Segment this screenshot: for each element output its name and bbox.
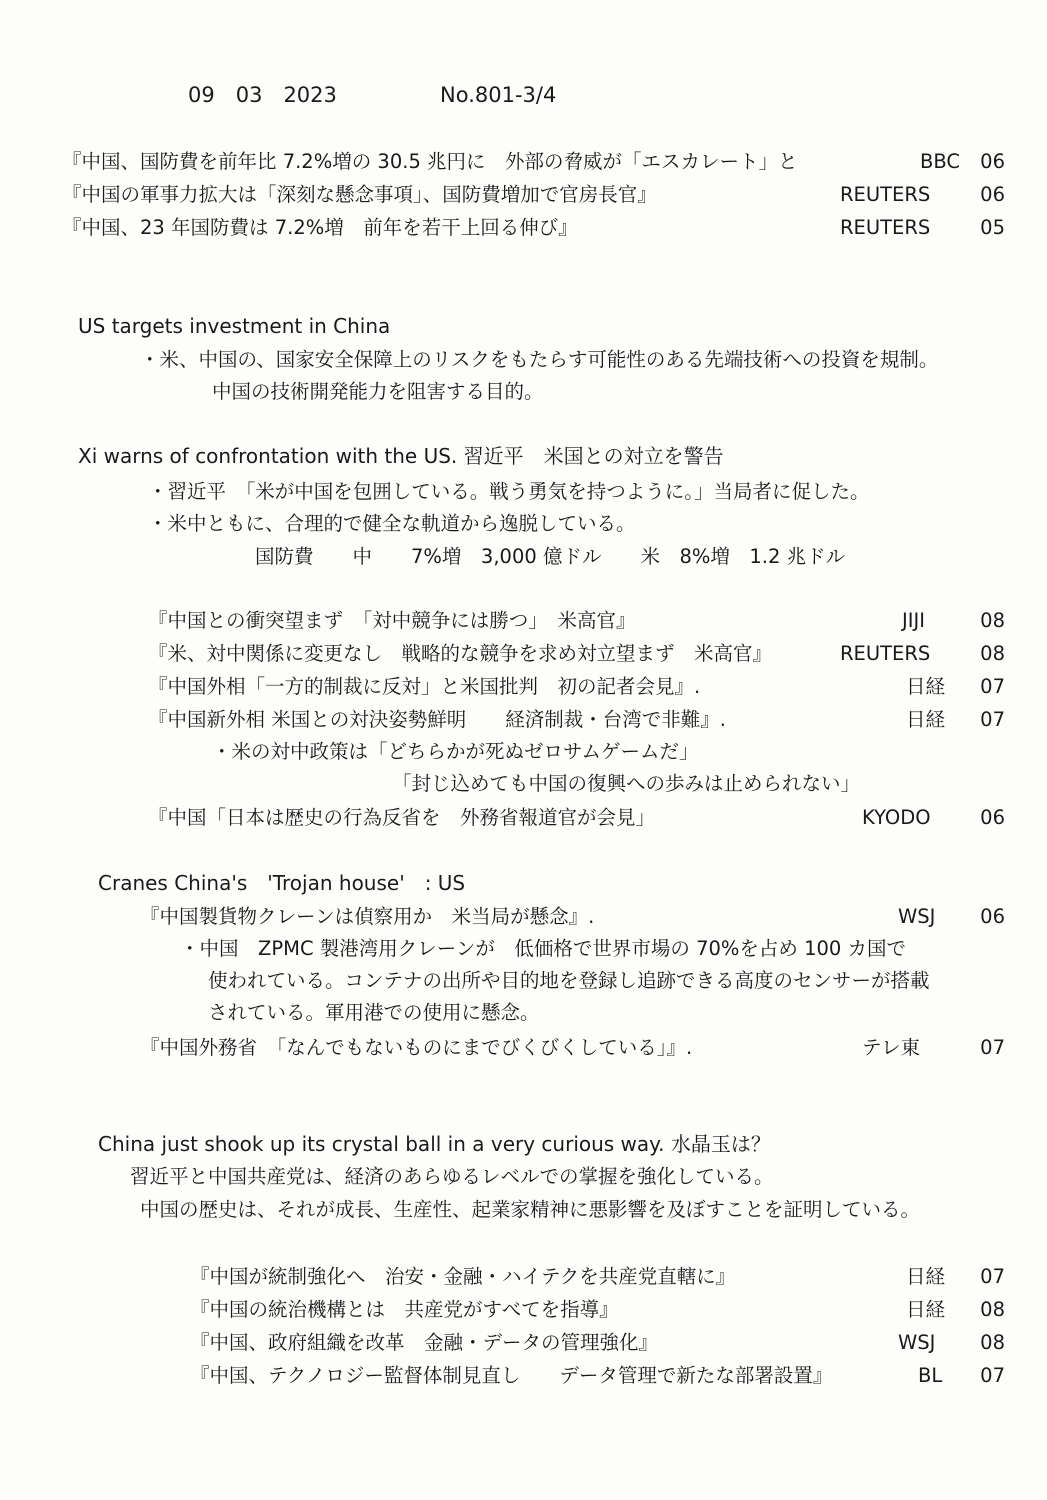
document-date: 09 03 2023 (188, 83, 337, 107)
source: JIJI (902, 609, 926, 632)
source: REUTERS (840, 216, 931, 239)
day: 06 (980, 150, 1005, 173)
news-item (0, 1298, 1047, 1322)
section-title: China just shook up its crystal ball in a very curious way. 水晶玉は？ (98, 1132, 771, 1156)
headline: 『中国、国防費を前年比 7.2%増の 30.5 兆円に 外部の脅威が「エスカレート」と (62, 150, 798, 173)
day: 08 (980, 1298, 1005, 1321)
bullet-text: 使われている。コンテナの出所や目的地を登録し追跡できる高度のセンサーが搭載 (208, 969, 930, 992)
day: 06 (980, 806, 1005, 829)
day: 08 (980, 609, 1005, 632)
bullet-text: ・米中ともに、合理的で健全な軌道から逸脱している。 (148, 512, 636, 535)
headline: 『中国が統制強化へ 治安・金融・ハイテクを共産党直轄に』 (190, 1265, 736, 1288)
headline: 『中国、政府組織を改革 金融・データの管理強化』 (190, 1331, 659, 1354)
headline: 『中国「日本は歴史の行為反省を 外務省報道官が会見」 (148, 806, 656, 829)
bullet-text: ・習近平 「米が中国を包囲している。戦う勇気を持つように。」当局者に促した。 (148, 480, 870, 503)
source: REUTERS (840, 183, 931, 206)
section-title: Xi warns of confrontation with the US. 習近平 米国との対立を警告 (78, 444, 724, 468)
defense-budget-line: 国防費 中 7%増 3,000 億ドル 米 8%増 1.2 兆ドル (255, 545, 846, 568)
source: テレ東 (862, 1036, 921, 1059)
headline: 『米、対中関係に変更なし 戦略的な競争を求め対立望まず 米高官』 (148, 642, 773, 665)
paragraph-text: 中国の歴史は、それが成長、生産性、起業家精神に悪影響を及ぼすことを証明している。 (140, 1198, 921, 1221)
bullet-text: ・中国 ZPMC 製港湾用クレーンが 低価格で世界市場の 70%を占め 100 カ国で (180, 937, 907, 960)
source: KYODO (862, 806, 931, 829)
news-item (0, 1364, 1047, 1388)
source: WSJ (898, 1331, 936, 1354)
day: 08 (980, 642, 1005, 665)
news-item (0, 183, 1047, 207)
section-title: US targets investment in China (78, 314, 391, 338)
news-item (0, 806, 1047, 830)
source: 日経 (906, 1298, 946, 1321)
news-item (0, 708, 1047, 732)
headline: 『中国の軍事力拡大は「深刻な懸念事項」、国防費増加で官房長官』 (62, 183, 657, 206)
source: 日経 (906, 675, 946, 698)
quote-text: 「封じ込めても中国の復興への歩みは止められない」 (392, 772, 861, 795)
day: 07 (980, 1036, 1005, 1059)
paragraph-text: 習近平と中国共産党は、経済のあらゆるレベルでの掌握を強化している。 (130, 1165, 774, 1188)
source: REUTERS (840, 642, 931, 665)
source: BL (918, 1364, 943, 1387)
source: BBC (920, 150, 961, 173)
day: 05 (980, 216, 1005, 239)
day: 06 (980, 183, 1005, 206)
news-item (0, 642, 1047, 666)
news-item (0, 1036, 1047, 1060)
quote-text: ・米の対中政策は「どちらかが死ぬゼロサムゲームだ」 (212, 740, 699, 763)
bullet-text: ・米、中国の、国家安全保障上のリスクをもたらす可能性のある先端技術への投資を規制。 (140, 348, 939, 371)
news-item (0, 150, 1047, 174)
news-item (0, 216, 1047, 240)
news-item (0, 609, 1047, 633)
source: WSJ (898, 905, 936, 928)
source: 日経 (906, 708, 946, 731)
source: 日経 (906, 1265, 946, 1288)
day: 07 (980, 1265, 1005, 1288)
headline: 『中国外相「一方的制裁に反対」と米国批判 初の記者会見』. (148, 675, 701, 698)
headline: 『中国の統治機構とは 共産党がすべてを指導』 (190, 1298, 619, 1321)
day: 06 (980, 905, 1005, 928)
headline: 『中国、23 年国防費は 7.2%増 前年を若干上回る伸び』 (62, 216, 578, 239)
headline: 『中国、テクノロジー監督体制見直し データ管理で新たな部署設置』 (190, 1364, 833, 1387)
document-number: No.801-3/4 (440, 83, 557, 107)
bullet-text: されている。軍用港での使用に懸念。 (208, 1001, 540, 1024)
day: 07 (980, 675, 1005, 698)
bullet-text: 中国の技術開発能力を阻害する目的。 (212, 380, 544, 403)
day: 08 (980, 1331, 1005, 1354)
headline: 『中国製貨物クレーンは偵察用か 米当局が懸念』. (140, 905, 595, 928)
day: 07 (980, 1364, 1005, 1387)
headline: 『中国新外相 米国との対決姿勢鮮明 経済制裁・台湾で非難』. (148, 708, 726, 731)
news-item (0, 1265, 1047, 1289)
news-item (0, 675, 1047, 699)
news-item (0, 1331, 1047, 1355)
news-item (0, 905, 1047, 929)
day: 07 (980, 708, 1005, 731)
section-title: Cranes China's 'Trojan house' : US (98, 871, 466, 895)
headline: 『中国との衝突望まず 「対中競争には勝つ」 米高官』 (148, 609, 636, 632)
headline: 『中国外務省 「なんでもないものにまでびくびくしている」』. (140, 1036, 693, 1059)
